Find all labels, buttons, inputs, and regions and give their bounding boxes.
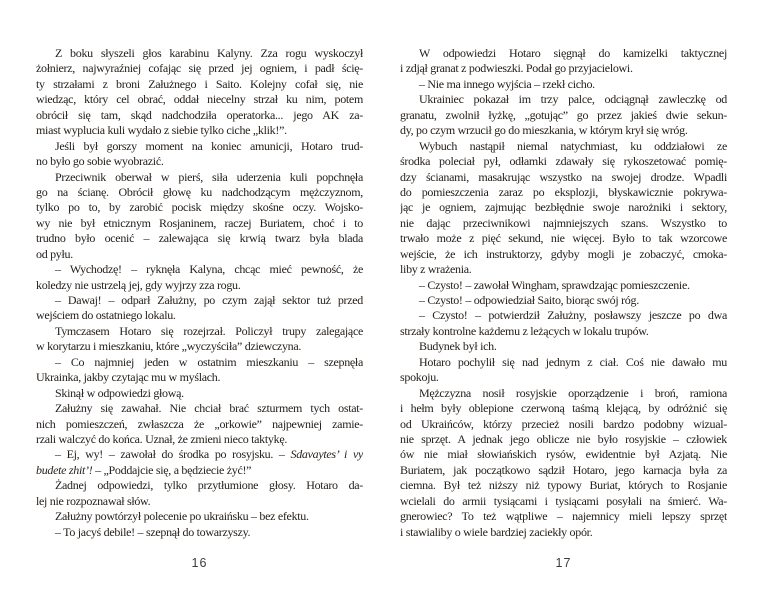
text-line: miast wyplucia kuli wydało z siebie tylko ciche „klik!”. — [36, 123, 287, 138]
text-line: Ukrainka, jakby czytając mu w myślach. — [36, 370, 221, 385]
paragraph — [400, 308, 727, 339]
text-line: – Nie ma innego wyjścia – rzekł cicho. — [419, 76, 595, 91]
paragraph — [36, 478, 363, 509]
text-line: W odpowiedzi Hotaro sięgnął do kamizelki taktycznej — [419, 46, 727, 60]
paragraph — [36, 262, 363, 293]
text-line: granatu, zwolnił łyżkę, „gotując” go przez jakieś dwie sekun- — [400, 107, 727, 122]
paragraph — [36, 525, 363, 540]
text-line: spokoju. — [400, 370, 439, 385]
text-line: trwało może z pięć sekund, nie więcej. Było to tak wzorcowe — [400, 231, 727, 246]
paragraph — [400, 386, 727, 540]
italic-phrase: budete zhit’! — [36, 462, 93, 477]
paragraph — [36, 355, 363, 386]
left-page-number: 16 — [191, 556, 208, 570]
paragraph — [36, 386, 363, 401]
paragraph — [400, 278, 727, 293]
text-line: wiedząc, który cel obrać, oddał niecelny strzał ku nim, potem — [36, 92, 363, 107]
right-page-number: 17 — [555, 556, 572, 570]
text-line: wy nie był etnicznym Rosjaninem, raczej Buriatem, choć i to — [36, 215, 363, 230]
text-line: do pomieszczenia zaraz po eksplozji, błyskawicznie pokrywa- — [400, 184, 727, 199]
text-line: ciemna. Był też niższy niż typowy Buriat, których to Rosjanie — [400, 478, 727, 493]
text-line: dy, po czym wrzucił go do mieszkania, w którym krył się wróg. — [400, 123, 688, 138]
text-line: i zdjął granat z podwieszki. Podał go przyjacielowi. — [400, 61, 633, 76]
text-line: od Ukraińców, którzy przecież nosili bardzo podobny wizual- — [400, 416, 727, 431]
paragraph — [400, 139, 727, 278]
text-line: jąc je ogniem, zajmując bezbłędnie swoje narożniki i sektory, — [400, 200, 727, 215]
paragraph — [400, 77, 727, 92]
text-line: – Czysto! – potwierdził Załużny, posławszy jeszcze po dwa — [419, 308, 727, 323]
text-line: rzali walczyć do końca. Uznał, że zmieni nieco taktykę. — [36, 431, 288, 446]
text-line: trudno było ocenić – zalewająca się krwią twarz była blada — [36, 231, 363, 246]
text-line: żołnierz, najwyraźniej cofając się przed jej ogniem, i padł ścię- — [36, 61, 363, 76]
text-line: Buriatem, jak początkowo sądził Hotaro, jego karnacja była za — [400, 462, 727, 477]
text-line: nich pomieszczeń, zwłaszcza że „orkowie” najpewniej zamie- — [36, 416, 363, 431]
text-line: – Ej, wy! – zawołał do środka po rosyjsku. – Sdavaytes’ i vy — [55, 447, 363, 462]
text-line: Mężczyzna nosił rosyjskie oporządzenie i broń, ramiona — [419, 385, 727, 400]
text-line: – Czysto! – zawołał Wingham, sprawdzając pomieszczenie. — [419, 277, 690, 292]
paragraph — [36, 401, 363, 447]
text-line: Wybuch nastąpił niemal natychmiast, ku oddziałowi ze — [419, 138, 727, 153]
paragraph — [400, 293, 727, 308]
paragraph — [36, 139, 363, 170]
right-page-text — [400, 46, 727, 540]
paragraph — [36, 447, 363, 478]
italic-phrase: Sdavaytes’ i vy — [290, 447, 363, 462]
text-line: gnerowiec? To też wątpliwe – najemnicy mieli lepszy sprzęt — [400, 509, 727, 524]
text-line: Budynek był ich. — [419, 339, 497, 354]
text-line: wejście, że ich instruktorzy, gdyby mogli je zobaczyć, cmoka- — [400, 246, 727, 261]
paragraph — [36, 46, 363, 139]
paragraph — [400, 339, 727, 354]
text-line: lej nie rozpoznawał słów. — [36, 493, 151, 508]
text-line: budete zhit’! – „Poddajcie się, a będziecie żyć!” — [36, 462, 252, 477]
text-line: Jeśli był gorszy moment na koniec amunicji, Hotaro trud- — [55, 138, 363, 153]
left-page-text — [36, 46, 363, 540]
text-line: nie dając przeciwnikowi najmniejszych szans. Wszystko to — [400, 215, 727, 230]
text-line: środka poleciał pył, odłamki zdawały się rykoszetować pomię- — [400, 154, 727, 169]
text-line: ty strzałami z broni Załużnego i Saito. Kolejny cofał się, nie — [36, 76, 363, 91]
text-line: od pyłu. — [36, 246, 73, 261]
text-line: Przeciwnik oberwał w pierś, siła uderzenia kuli popchnęła — [55, 169, 363, 184]
paragraph — [400, 355, 727, 386]
text-line: – Czysto! – odpowiedział Saito, biorąc swój róg. — [419, 293, 639, 307]
paragraph — [36, 324, 363, 355]
paragraph — [36, 293, 363, 324]
text-line: – Wychodzę! – ryknęła Kalyna, chcąc mieć pewność, że — [55, 262, 363, 277]
text-line: koledzy nie ustrzelą jej, gdy wyjrzy zza rogu. — [36, 277, 241, 292]
text-line: w korytarzu i mieszkaniu, które „wyczyściła” dziewczyna. — [36, 339, 302, 354]
paragraph — [400, 92, 727, 138]
text-line: nie sprzęt. A jednak jego oblicze nie było rosyjskie – człowiek — [400, 431, 727, 446]
paragraph — [36, 509, 363, 524]
text-line: Tymczasem Hotaro się rozejrzał. Policzył trupy zalegające — [55, 323, 363, 338]
text-line: – Dawaj! – odparł Załużny, po czym zajął sektor tuż przed — [55, 293, 363, 307]
text-line: Skinął w odpowiedzi głową. — [55, 385, 184, 400]
text-line: ów nie miał słowiańskich rysów, ewidentnie był Azjatą. Nie — [400, 447, 727, 462]
paragraph — [36, 170, 363, 263]
text-line: Żadnej odpowiedzi, tylko przytłumione głosy. Hotaro da- — [55, 478, 363, 493]
text-line: liby z wrażenia. — [400, 262, 472, 277]
text-line: Załużny powtórzył polecenie po ukraińsku – bez efektu. — [55, 509, 309, 524]
text-line: Hotaro pochylił się nad jednym z ciał. Coś nie dawało mu — [419, 354, 727, 369]
text-line: – To jacyś debile! – szepnął do towarzyszy. — [55, 524, 251, 539]
text-line: Załużny się zawahał. Nie chciał brać szturmem tych ostat- — [55, 401, 363, 416]
text-line: dzy ścianami, masakrując wszystko na swojej drodze. Wpadli — [400, 169, 727, 184]
text-line: tylko po to, by zarobić pocisk między skośne oczy. Wojsko- — [36, 200, 363, 215]
text-line: go na ścianę. Obrócił głowę ku nadchodzącym mężczyznom, — [36, 184, 363, 199]
text-line: Z boku słyszeli głos karabinu Kalyny. Zza rogu wyskoczył — [55, 46, 363, 60]
text-line: Ukrainiec pokazał im trzy palce, odciągnął zawleczkę od — [419, 92, 727, 107]
text-line: strzały kontrolne każdemu z leżących w lokalu trupów. — [400, 323, 649, 338]
text-line: wejściem do ostatniego lokalu. — [36, 308, 176, 323]
text-line: obrócił się tam, skąd nadchodziła operatorka... jego AK za- — [36, 107, 363, 122]
right-page — [380, 0, 760, 605]
text-line: i hełm były oblepione czerwoną taśmą klejącą, by odróżnić się — [400, 401, 727, 416]
text-line: – Co najmniej jeden w ostatnim mieszkaniu – szepnęła — [55, 354, 363, 369]
text-line: wcielali do armii tysiącami i tysiącami posyłali na śmierć. Wa- — [400, 493, 727, 508]
text-line: no było go sobie wyobrazić. — [36, 154, 164, 169]
text-line: i stawialiby o wiele bardziej zaciekły opór. — [400, 524, 593, 539]
paragraph — [400, 46, 727, 77]
